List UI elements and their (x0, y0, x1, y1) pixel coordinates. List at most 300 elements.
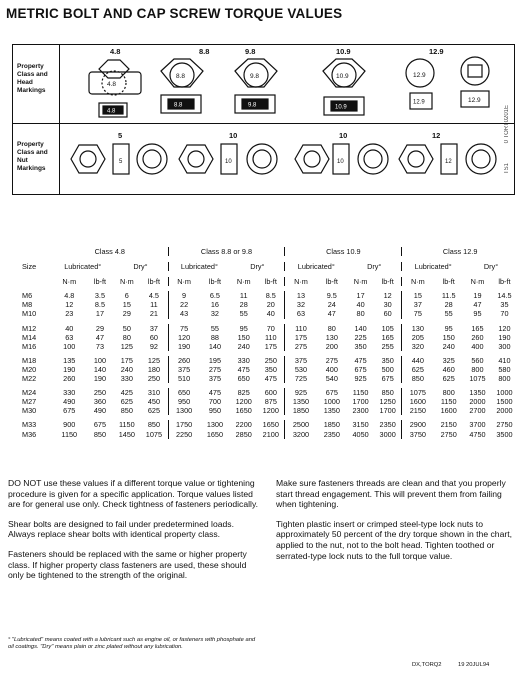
torque-cell: 190 (93, 374, 107, 384)
nut-icon (247, 144, 277, 174)
torque-cell: 825 (237, 388, 250, 398)
torque-cell: 1850 (285, 406, 317, 415)
torque-cell: 675 (325, 388, 338, 398)
torque-cell: 350 (264, 364, 277, 374)
torque-cell: 15 (402, 291, 434, 300)
table-row (14, 324, 518, 333)
table-row (14, 365, 518, 374)
bolt-class-label: 12.9 (429, 47, 444, 56)
footnote: ° "Lubricated" means coated with a lubricant such as engine oil, or fasteners with phosphate and oil coatings. "Dry" means plain or zinc plated without any lubrication. (8, 637, 256, 650)
torque-table-body (14, 286, 518, 438)
lubricated-header: Lubricated° (64, 262, 102, 272)
torque-cell: 260 (168, 356, 200, 365)
torque-cell: 850 (402, 374, 434, 383)
torque-cell: 43 (168, 309, 200, 318)
torque-cell: 850 (120, 406, 133, 416)
torque-cell: 475 (264, 374, 277, 384)
torque-cell: 4.8 (64, 291, 75, 301)
torque-cell: 125 (147, 355, 161, 365)
torque-cell: 22 (168, 300, 200, 309)
torque-cell: 510 (168, 374, 200, 383)
torque-cell: 11.5 (441, 291, 456, 301)
torque-cell: 80 (356, 309, 365, 319)
torque-cell: 190 (498, 332, 511, 342)
torque-cell: 1350 (323, 406, 340, 416)
torque-cell: 800 (498, 374, 511, 384)
class-header: Class 8.8 or 9.8 (168, 247, 285, 256)
notes-right (276, 478, 524, 570)
side-marking-text: 12.9 (413, 99, 425, 106)
nut-class-label: 10 (229, 131, 238, 140)
size-cell: M16 (22, 341, 37, 351)
size-cell: M22 (22, 374, 37, 384)
torque-cell: 1150 (118, 420, 135, 430)
torque-cell: 205 (402, 333, 434, 342)
torque-cell: 200 (325, 341, 338, 351)
table-row (14, 300, 518, 309)
torque-cell: 375 (168, 365, 200, 374)
torque-cell: 60 (383, 309, 392, 319)
torque-cell: 560 (471, 355, 484, 365)
torque-cell: 1000 (323, 397, 340, 407)
torque-cell: 88 (210, 332, 219, 342)
document-code: DX,TORQ2 (412, 662, 442, 668)
torque-cell: 2000 (496, 406, 513, 416)
size-cell: M8 (22, 300, 33, 310)
torque-cell: 28 (444, 300, 453, 310)
table-row (14, 420, 518, 429)
torque-cell: 37 (149, 323, 158, 333)
unit-header: N·m (402, 277, 434, 286)
torque-cell: 475 (208, 388, 222, 398)
note-paragraph: Shear bolts are designed to fail under predetermined loads. Always replace shear bolts with identical property class. (8, 518, 234, 540)
torque-cell: 625 (402, 365, 434, 374)
torque-cell: 17 (356, 291, 365, 301)
torque-cell: 1650 (235, 406, 252, 416)
nut-icon (399, 145, 433, 173)
unit-header: N·m (168, 277, 200, 286)
unit-header: N·m (119, 277, 134, 287)
torque-cell: 80 (327, 323, 336, 333)
torque-cell: 875 (264, 397, 277, 407)
torque-cell: 11 (239, 291, 248, 301)
note-paragraph: Tighten plastic insert or crimped steel-type lock nuts to approximately 50 percent of the dry torque shown in the chart, applied to the nut, not to the bolt head. Tighten toothed or serrated-type lock nuts to the full torque value. (276, 518, 512, 561)
nut-marking-text: 10 (225, 159, 232, 165)
torque-cell: 330 (63, 388, 76, 398)
table-row (14, 406, 518, 415)
torque-cell: 475 (237, 364, 250, 374)
torque-cell: 140 (208, 341, 222, 351)
torque-cell: 1250 (379, 397, 396, 407)
unit-header: N·m (285, 277, 317, 286)
torque-cell: 580 (498, 364, 511, 374)
torque-cell: 330 (120, 374, 133, 384)
torque-cell: 6 (124, 291, 129, 301)
torque-cell: 2750 (496, 420, 513, 430)
torque-cell: 2300 (352, 406, 369, 416)
torque-cell: 140 (93, 364, 107, 374)
torque-cell: 135 (63, 355, 76, 365)
torque-cell: 1300 (168, 406, 200, 415)
head-marking-text: 9.8 (250, 73, 260, 80)
torque-cell: 110 (285, 324, 317, 333)
torque-cell: 2900 (402, 420, 434, 429)
torque-cell: 140 (354, 323, 367, 333)
class-header: Class 10.9 (285, 247, 402, 256)
torque-cell: 2350 (379, 420, 396, 430)
unit-header: lb-ft (208, 277, 222, 287)
torque-cell: 32 (210, 309, 219, 319)
torque-cell: 850 (93, 429, 107, 439)
torque-cell: 240 (120, 364, 133, 374)
torque-cell: 240 (237, 341, 250, 351)
socket-head-icon (461, 57, 489, 85)
dry-header: Dry° (250, 262, 265, 272)
torque-cell: 75 (168, 324, 200, 333)
table-row (14, 309, 518, 318)
torque-cell: 325 (442, 355, 455, 365)
torque-cell: 40 (266, 309, 275, 319)
class-header: Class 4.8 (94, 247, 125, 256)
torque-cell: 2250 (168, 430, 200, 439)
torque-cell: 425 (120, 388, 133, 398)
torque-cell: 40 (356, 300, 365, 310)
size-cell: M20 (22, 364, 37, 374)
bolt-class-label: 10.9 (336, 47, 351, 56)
torque-cell: 350 (354, 341, 367, 351)
torque-cell: 8.5 (265, 291, 276, 301)
torque-cell: 250 (264, 355, 277, 365)
size-cell: M14 (22, 332, 37, 342)
torque-cell: 100 (63, 341, 76, 351)
side-marking-text: 10.9 (335, 104, 347, 111)
torque-table (14, 247, 518, 439)
torque-cell: 50 (122, 323, 131, 333)
torque-cell: 725 (285, 374, 317, 383)
table-row (14, 397, 518, 406)
torque-cell: 1500 (496, 397, 513, 407)
torque-cell: 600 (264, 388, 277, 398)
torque-cell: 12 (383, 291, 392, 301)
torque-cell: 700 (208, 397, 222, 407)
torque-cell: 300 (498, 341, 511, 351)
torque-cell: 950 (208, 406, 222, 416)
size-cell: M24 (22, 388, 37, 398)
fastener-illustrations (13, 45, 513, 193)
torque-cell: 4.5 (148, 291, 159, 301)
torque-cell: 850 (147, 420, 161, 430)
torque-cell: 1300 (206, 420, 224, 430)
torque-cell: 13 (285, 291, 317, 300)
markings-diagram (12, 44, 515, 195)
torque-cell: 195 (208, 355, 222, 365)
torque-cell: 47 (95, 332, 105, 342)
table-row (14, 291, 518, 300)
table-row (14, 342, 518, 351)
unit-header: lb-ft (325, 277, 338, 287)
torque-cell: 500 (381, 364, 394, 374)
torque-cell: 1650 (262, 420, 279, 430)
side-marking-text: 12.9 (468, 97, 481, 104)
size-cell: M33 (22, 420, 37, 430)
torque-cell: 490 (63, 397, 76, 407)
torque-cell: 180 (147, 364, 161, 374)
torque-cell: 925 (354, 374, 367, 384)
torque-cell: 950 (168, 397, 200, 406)
size-cell: M6 (22, 291, 33, 301)
side-code: TS1 (504, 163, 510, 175)
size-header: Size (22, 262, 37, 272)
torque-cell: 850 (381, 388, 394, 398)
torque-cell: 250 (147, 374, 161, 384)
torque-cell: 460 (442, 364, 455, 374)
size-cell: M18 (22, 355, 37, 365)
torque-cell: 70 (266, 323, 275, 333)
torque-cell: 650 (237, 374, 250, 384)
document-date-code: 19 20JUL94 (458, 662, 490, 668)
torque-cell: 1150 (440, 397, 457, 407)
head-marking-text: 10.9 (336, 73, 349, 80)
torque-cell: 190 (168, 342, 200, 351)
note-paragraph: DO NOT use these values if a different torque value or tightening procedure is given for a specific application. Torque values listed are for general use only. Check tightness of fasteners periodically. (8, 478, 258, 510)
torque-cell: 1700 (352, 397, 369, 407)
table-row (14, 333, 518, 342)
torque-cell: 650 (168, 388, 200, 397)
torque-cell: 2750 (440, 429, 457, 439)
torque-cell: 130 (325, 332, 338, 342)
torque-cell: 1750 (168, 420, 200, 429)
torque-cell: 675 (63, 406, 76, 416)
torque-cell: 37 (402, 300, 434, 309)
torque-cell: 21 (149, 309, 158, 319)
nut-icon (71, 145, 105, 173)
torque-cell: 310 (147, 388, 161, 398)
torque-cell: 47 (327, 309, 336, 319)
note-paragraph: Make sure fasteners threads are clean and that you properly start thread engagement. This will prevent them from failing when tightening. (276, 478, 506, 510)
torque-cell: 900 (63, 420, 76, 430)
nut-icon (137, 144, 167, 174)
nut-class-label: 12 (432, 131, 441, 140)
torque-cell: 1850 (323, 420, 340, 430)
torque-cell: 95 (239, 323, 248, 333)
torque-cell: 11 (150, 300, 158, 310)
unit-header: lb-ft (381, 277, 394, 287)
torque-cell: 240 (442, 341, 455, 351)
torque-cell: 675 (354, 364, 367, 374)
torque-cell: 92 (149, 341, 158, 351)
torque-cell: 190 (63, 364, 76, 374)
torque-cell: 1350 (469, 388, 486, 398)
torque-cell: 110 (264, 332, 277, 342)
torque-cell: 800 (442, 388, 455, 398)
lubricated-header: Lubricated° (402, 262, 464, 271)
torque-cell: 63 (65, 332, 74, 342)
side-marking-text: 4.8 (107, 108, 116, 115)
torque-cell: 250 (93, 388, 107, 398)
torque-cell: 95 (444, 323, 453, 333)
torque-cell: 2700 (469, 406, 486, 416)
head-marking-text: 4.8 (107, 81, 117, 88)
torque-cell: 1600 (402, 397, 434, 406)
unit-header: lb-ft (498, 277, 511, 287)
torque-cell: 1650 (206, 429, 224, 439)
torque-cell: 360 (93, 397, 107, 407)
torque-cell: 165 (471, 323, 484, 333)
torque-cell: 475 (354, 355, 367, 365)
torque-cell: 1000 (496, 388, 513, 398)
nut-class-label: 10 (339, 131, 348, 140)
torque-cell: 6.5 (209, 291, 220, 301)
lubricated-header: Lubricated° (168, 262, 230, 271)
table-row (14, 388, 518, 397)
nut-markings-label: Property Class and Nut Markings (17, 141, 48, 172)
page-title: METRIC BOLT AND CAP SCREW TORQUE VALUES (6, 6, 343, 21)
torque-cell: 73 (95, 341, 105, 351)
torque-cell: 400 (325, 364, 338, 374)
torque-cell: 12 (65, 300, 74, 310)
torque-cell: 4750 (469, 429, 486, 439)
torque-cell: 2350 (323, 429, 340, 439)
torque-cell: 15 (122, 300, 131, 310)
torque-cell: 75 (402, 309, 434, 318)
torque-cell: 165 (381, 332, 394, 342)
lubricated-header: Lubricated° (285, 262, 347, 271)
table-row (14, 356, 518, 365)
unit-header: N·m (236, 277, 251, 287)
size-cell: M12 (22, 323, 37, 333)
torque-cell: 4050 (352, 429, 369, 439)
torque-cell: 3150 (352, 420, 369, 430)
bolt-class-label: 4.8 (110, 47, 121, 56)
torque-cell: 28 (239, 300, 248, 310)
torque-cell: 925 (285, 388, 317, 397)
torque-cell: 9 (168, 291, 200, 300)
torque-cell: 130 (402, 324, 434, 333)
torque-cell: 375 (285, 356, 317, 365)
class-header: Class 12.9 (402, 247, 518, 256)
torque-cell: 450 (147, 397, 161, 407)
torque-cell: 32 (285, 300, 317, 309)
torque-cell: 9.5 (326, 291, 337, 301)
nut-marking-text: 10 (337, 159, 344, 165)
torque-cell: 3500 (496, 429, 513, 439)
torque-cell: 625 (147, 406, 161, 416)
torque-cell: 175 (264, 341, 277, 351)
torque-cell: 23 (65, 309, 74, 319)
size-cell: M27 (22, 397, 37, 407)
torque-cell: 80 (122, 332, 131, 342)
size-cell: M30 (22, 406, 37, 416)
torque-cell: 2000 (469, 397, 486, 407)
torque-cell: 24 (327, 300, 336, 310)
torque-cell: 2100 (262, 429, 279, 439)
nut-class-label: 5 (118, 131, 123, 140)
torque-cell: 150 (237, 332, 250, 342)
torque-cell: 1075 (402, 388, 434, 397)
torque-cell: 3700 (469, 420, 486, 430)
nut-icon (466, 144, 496, 174)
notes-left (8, 478, 260, 590)
torque-cell: 19 (473, 291, 482, 301)
torque-cell: 625 (120, 397, 133, 407)
torque-cell: 55 (210, 323, 219, 333)
table-row (14, 374, 518, 383)
torque-cell: 275 (325, 355, 338, 365)
torque-cell: 400 (471, 341, 484, 351)
torque-cell: 1600 (440, 406, 457, 416)
torque-cell: 63 (285, 309, 317, 318)
torque-cell: 1450 (118, 429, 135, 439)
unit-header: lb-ft (93, 277, 107, 287)
torque-cell: 1150 (352, 388, 369, 398)
torque-cell: 330 (237, 355, 250, 365)
unit-header: N·m (470, 277, 485, 287)
torque-cell: 2200 (235, 420, 252, 430)
dry-header: Dry° (367, 262, 382, 272)
torque-cell: 100 (93, 355, 107, 365)
torque-cell: 20 (266, 300, 275, 310)
torque-cell: 675 (93, 420, 107, 430)
torque-cell: 16 (210, 300, 219, 310)
torque-cell: 35 (500, 300, 509, 310)
torque-cell: 1075 (469, 374, 486, 384)
torque-cell: 260 (471, 332, 484, 342)
side-code: 0 TORT0201E (504, 105, 510, 144)
bolt-class-label: 8.8 (199, 47, 210, 56)
torque-cell: 375 (208, 374, 222, 384)
torque-cell: 14.5 (497, 291, 512, 301)
torque-cell: 1200 (262, 406, 279, 416)
torque-cell: 2150 (402, 406, 434, 415)
nut-icon (358, 144, 388, 174)
torque-cell: 3.5 (94, 291, 106, 301)
torque-cell: 120 (498, 323, 511, 333)
unit-header: N·m (62, 277, 77, 287)
nut-icon (179, 145, 213, 173)
torque-cell: 3200 (285, 430, 317, 439)
torque-cell: 275 (208, 364, 222, 374)
table-row (14, 430, 518, 439)
torque-cell: 3750 (402, 430, 434, 439)
unit-header: lb-ft (442, 277, 455, 287)
torque-cell: 3000 (379, 429, 396, 439)
torque-cell: 440 (402, 356, 434, 365)
torque-cell: 29 (95, 323, 105, 333)
torque-cell: 150 (442, 332, 455, 342)
torque-cell: 320 (402, 342, 434, 351)
torque-cell: 60 (149, 332, 158, 342)
torque-cell: 275 (285, 342, 317, 351)
unit-header: N·m (353, 277, 368, 287)
torque-cell: 490 (93, 406, 107, 416)
torque-cell: 8.5 (94, 300, 106, 310)
torque-cell: 2850 (235, 429, 252, 439)
nut-marking-text: 12 (445, 159, 452, 165)
torque-cell: 255 (381, 341, 394, 351)
bolt-class-label: 9.8 (245, 47, 256, 56)
dry-header: Dry° (133, 262, 148, 272)
torque-cell: 55 (444, 309, 453, 319)
torque-cell: 70 (500, 309, 509, 319)
unit-header: lb-ft (264, 277, 277, 287)
side-marking-text: 9.8 (248, 102, 257, 109)
torque-cell: 105 (381, 323, 394, 333)
head-marking-text: 12.9 (413, 72, 426, 79)
side-marking-text: 8.8 (174, 102, 183, 109)
torque-cell: 350 (381, 355, 394, 365)
torque-cell: 1700 (379, 406, 396, 416)
torque-cell: 2150 (440, 420, 457, 430)
